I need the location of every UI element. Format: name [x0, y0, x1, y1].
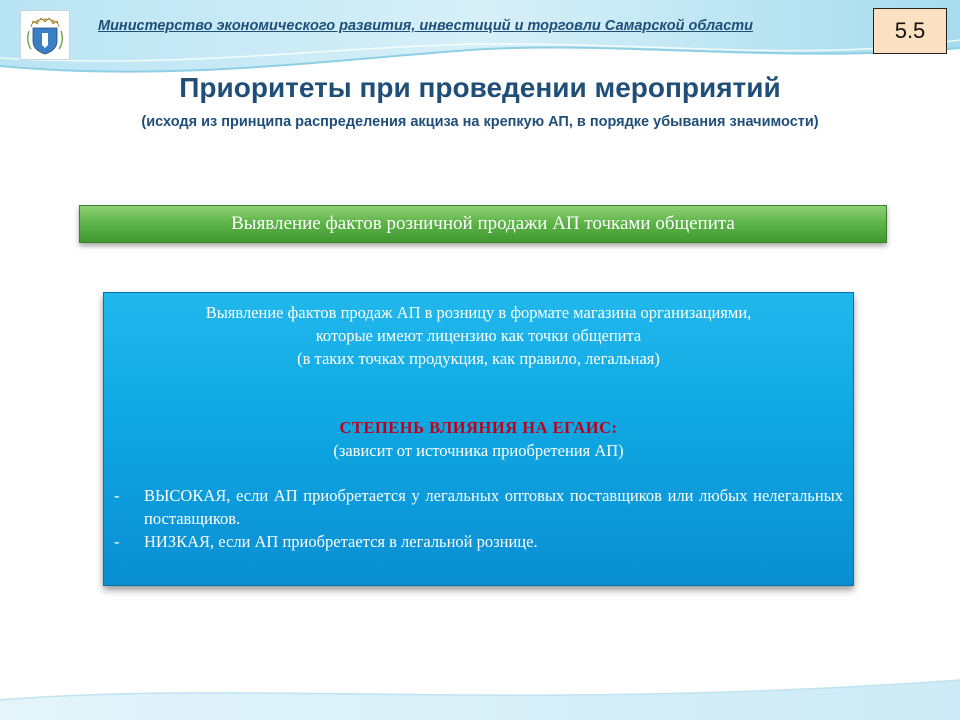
- ministry-title: Министерство экономического развития, инвестиций и торговли Самарской области: [98, 18, 754, 34]
- list-item-text: ВЫСОКАЯ, если АП приобретается у легальных оптовых поставщиков или любых нелегальных поставщиков.: [144, 486, 843, 528]
- priority-bar-text: Выявление фактов розничной продажи АП точками общепита: [231, 213, 735, 234]
- info-box: [103, 292, 854, 586]
- spacer: [114, 370, 843, 416]
- spacer: [114, 462, 843, 484]
- intro-line-2: которые имеют лицензию как точки общепита: [315, 326, 642, 345]
- list-item-text: НИЗКАЯ, если АП приобретается в легальной рознице.: [144, 532, 538, 551]
- list-item: [114, 484, 843, 530]
- page-title: Приоритеты при проведении мероприятий: [179, 72, 781, 103]
- slide-number-badge: 5.5: [873, 8, 947, 54]
- intro-line-1: Выявление фактов продаж АП в розницу в формате магазина организациями,: [205, 303, 752, 322]
- page-subtitle: (исходя из принципа распределения акциза на крепкую АП, в порядке убывания значимости): [141, 114, 819, 130]
- list-item: [114, 530, 843, 553]
- list-marker: -: [114, 486, 120, 505]
- priority-bar: [79, 205, 887, 243]
- impact-list: [114, 484, 843, 553]
- impact-heading: СТЕПЕНЬ ВЛИЯНИЯ НА ЕГАИС:: [339, 418, 618, 437]
- impact-note: (зависит от источника приобретения АП): [333, 441, 624, 460]
- samara-region-coat-of-arms-icon: [20, 10, 70, 60]
- list-marker: -: [114, 532, 120, 551]
- intro-line-3: (в таких точках продукция, как правило, легальная): [297, 349, 660, 368]
